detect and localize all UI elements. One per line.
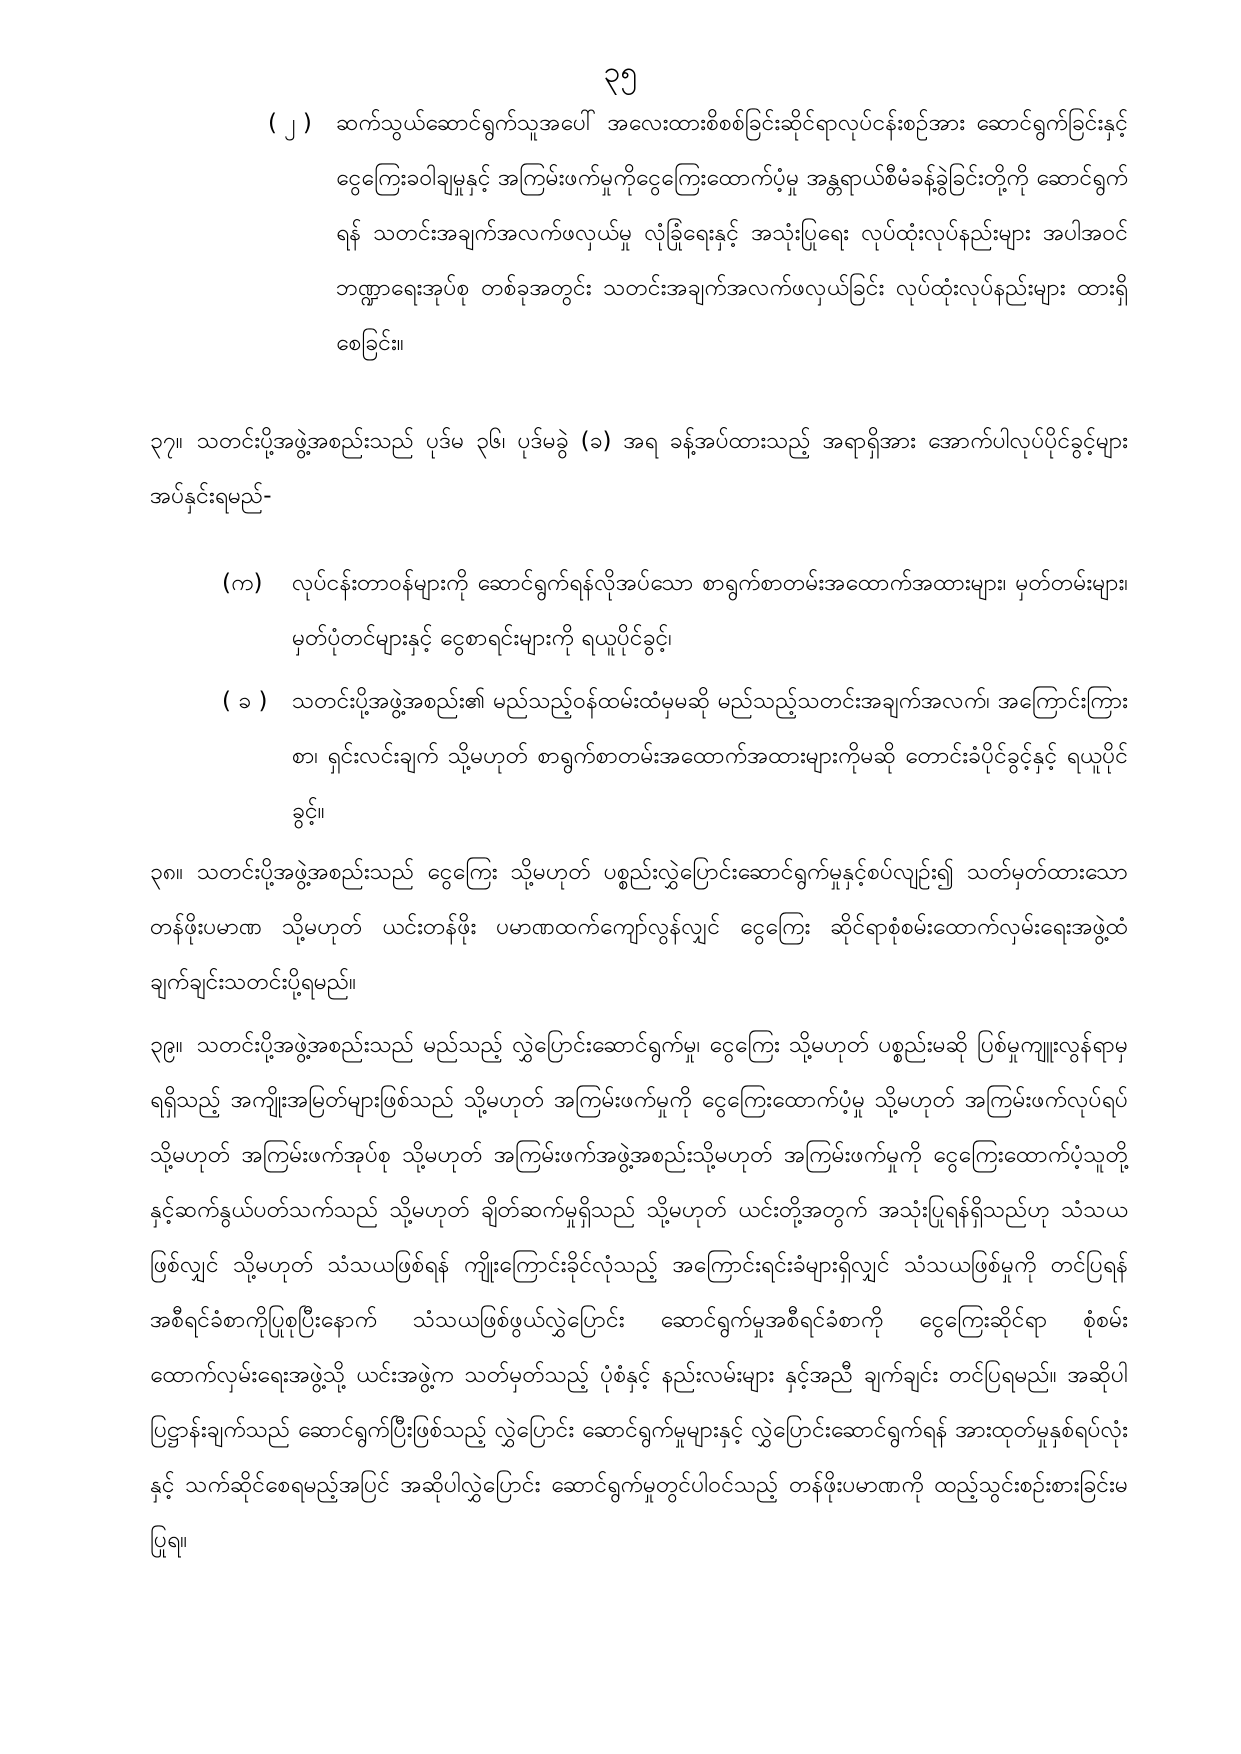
item-label: (က) [222,570,263,596]
section-number: ၃၉။ [150,1032,183,1058]
section-text: သတင်းပို့အဖွဲ့အစည်းသည် ပုဒ်မ ၃၆၊ ပုဒ်မခွဲ (ခ) အရ ခန့်အပ်ထားသည့် အရာရှိအား အောက်ပါလုပ်ပိုင်ခွင့်များ အပ်နှင်းရမည်- [150,428,1128,509]
section-text: သတင်းပို့အဖွဲ့အစည်းသည် မည်သည့် လွှဲပြောင်းဆောင်ရွက်မှု၊ ငွေကြေး သို့မဟုတ် ပစ္စည်းမဆို ပြစ်မှုကျူးလွန်ရာမှရရှိသည့် အကျိုးအမြတ်များဖြစ်သည် သို့မဟုတ် အကြမ်းဖက်မှုကို ငွေကြေးထောက်ပံ့မှု သို့မဟုတ် အကြမ်းဖက်လုပ်ရပ် သို့မဟုတ် အကြမ်းဖက်အုပ်စု သို့မဟုတ် အကြမ်းဖက်အဖွဲ့အစည်းသို့မဟုတ် အကြမ်းဖက်မှုကို ငွေကြေးထောက်ပံ့သူတို့နှင့်ဆက်နွယ်ပတ်သက်သည် သို့မဟုတ် ချိတ်ဆက်မှုရှိသည် သို့မဟုတ် ယင်းတို့အတွက် အသုံးပြုရန်ရှိသည်ဟု သံသယဖြစ်လျှင် သို့မဟုတ် သံသယဖြစ်ရန် ကျိုးကြောင်းခိုင်လုံသည့် အကြောင်းရင်းခံများရှိလျှင် သံသယဖြစ်မှုကို တင်ပြရန် အစီရင်ခံစာကိုပြုစုပြီးနောက် သံသယဖြစ်ဖွယ်လွှဲပြောင်း ဆောင်ရွက်မှုအစီရင်ခံစာကို ငွေကြေးဆိုင်ရာ စုံစမ်းထောက်လှမ်းရေးအဖွဲ့သို့ ယင်းအဖွဲ့က သတ်မှတ်သည့် ပုံစံနှင့် နည်းလမ်းများ နှင့်အညီ ချက်ချင်း တင်ပြရမည်။ အဆိုပါပြဋ္ဌာန်းချက်သည် ဆောင်ရွက်ပြီးဖြစ်သည့် လွှဲပြောင်း ဆောင်ရွက်မှုများနှင့် လွှဲပြောင်းဆောင်ရွက်ရန် အားထုတ်မှုနှစ်ရပ်လုံးနှင့် သက်ဆိုင်စေရမည့်အပြင် အဆိုပါလွှဲပြောင်း ဆောင်ရွက်မှုတွင်ပါဝင်သည့် တန်ဖိုးပမာဏကို ထည့်သွင်းစဉ်းစားခြင်းမပြုရ။ [150,1032,1128,1553]
section-38 [150,845,1128,1010]
item-text: သတင်းပို့အဖွဲ့အစည်း၏ မည်သည့်ဝန်ထမ်းထံမှမဆို မည်သည့်သတင်းအချက်အလက်၊ အကြောင်းကြားစာ၊ ရှင်းလင်းချက် သို့မဟုတ် စာရွက်စာတမ်းအထောက်အထားများကိုမဆို တောင်းခံပိုင်ခွင့်နှင့် ရယူပိုင်ခွင့်။ [292,688,1128,824]
item-label: ( ၂ ) [268,110,312,136]
item-text: ဆက်သွယ်ဆောင်ရွက်သူအပေါ် အလေးထားစိစစ်ခြင်းဆိုင်ရာလုပ်ငန်းစဉ်အား ဆောင်ရွက်ခြင်းနှင့် ငွေကြေးခဝါချမှုနှင့် အကြမ်းဖက်မှုကိုငွေကြေးထောက်ပံ့မှု အန္တရာယ်စီမံခန့်ခွဲခြင်းတို့ကို ဆောင်ရွက်ရန် သတင်းအချက်အလက်ဖလှယ်မှု လုံခြုံရေးနှင့် အသုံးပြုရေး လုပ်ထုံးလုပ်နည်းများ အပါအဝင် ဘဏ္ဍာရေးအုပ်စု တစ်ခုအတွင်း သတင်းအချက်အလက်ဖလှယ်ခြင်း လုပ်ထုံးလုပ်နည်းများ ထားရှိ စေခြင်း။ [336,110,1128,356]
page-number: ၃၅ [603,55,638,90]
section-number: ၃၇။ [150,428,183,454]
intro-item [268,96,1128,371]
item-label: ( ခ ) [222,688,268,714]
section-39 [150,1018,1128,1568]
item-text: လုပ်ငန်းတာဝန်များကို ဆောင်ရွက်ရန်လိုအပ်သော စာရွက်စာတမ်းအထောက်အထားများ၊ မှတ်တမ်းများ၊ မှတ်ပုံတင်များနှင့် ငွေစာရင်းများကို ရယူပိုင်ခွင့်၊ [292,570,1128,651]
section-text: သတင်းပို့အဖွဲ့အစည်းသည် ငွေကြေး သို့မဟုတ် ပစ္စည်းလွှဲပြောင်းဆောင်ရွက်မှုနှင့်စပ်လျဉ်း၍ သတ်မှတ်ထားသော တန်ဖိုးပမာဏ သို့မဟုတ် ယင်းတန်ဖိုး ပမာဏထက်ကျော်လွန်လျှင် ငွေကြေး ဆိုင်ရာစုံစမ်းထောက်လှမ်းရေးအဖွဲ့ထံ ချက်ချင်းသတင်းပို့ရမည်။ [150,859,1128,995]
section-37-item-kha [222,674,1128,839]
section-37 [150,414,1128,524]
section-number: ၃၈။ [150,859,184,885]
section-37-item-ka [222,556,1128,666]
